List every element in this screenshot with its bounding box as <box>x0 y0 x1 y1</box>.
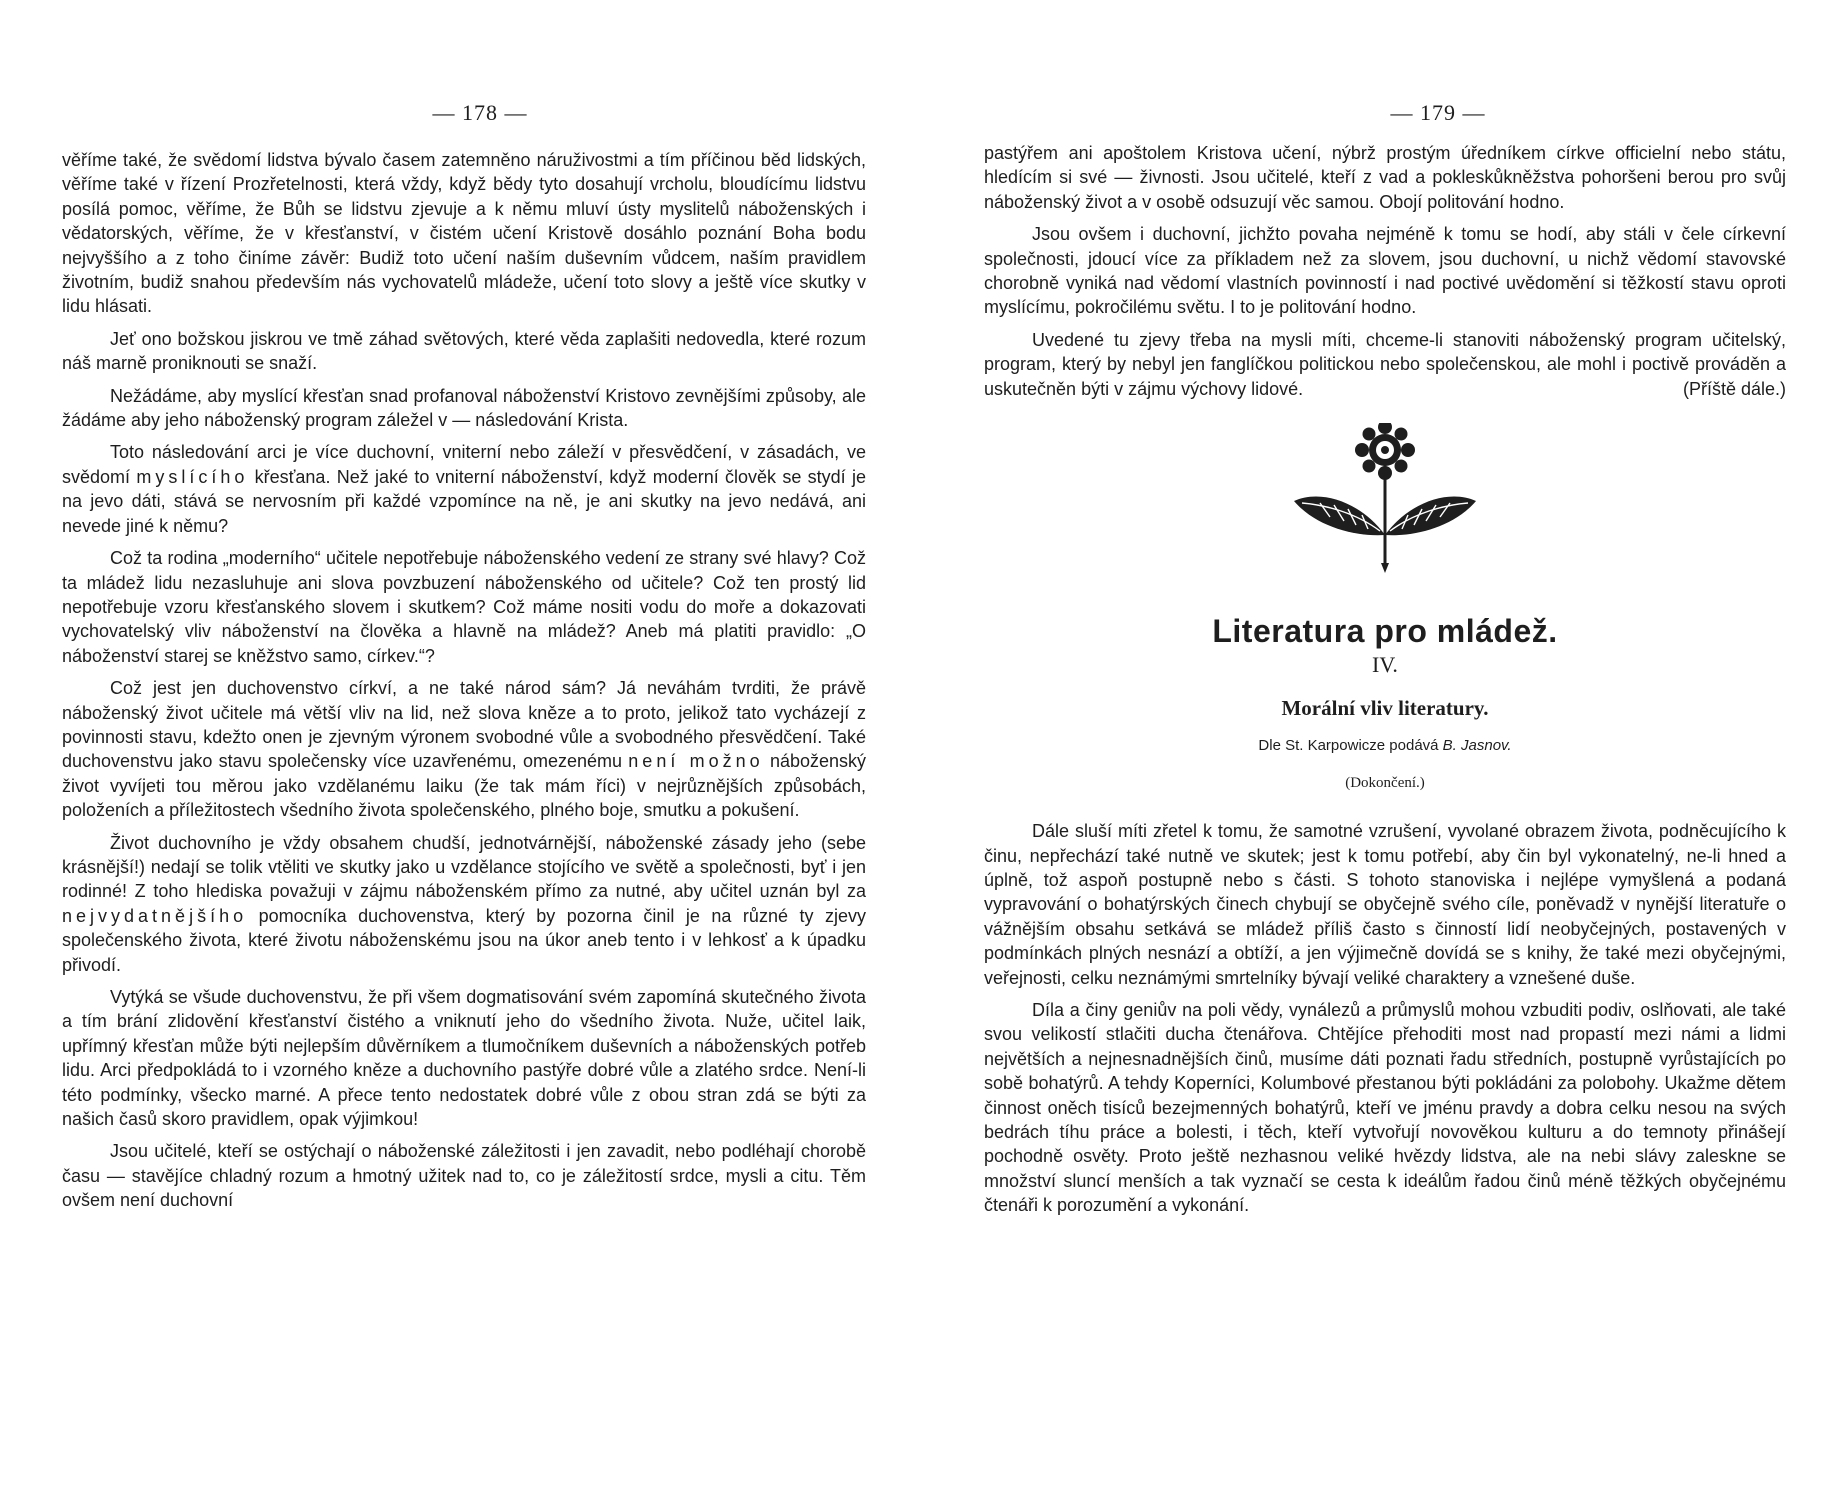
section-title: Literatura pro mládež. <box>1212 613 1558 650</box>
text-run: Uvedené tu zjevy třeba na mysli míti, chceme-li stanoviti náboženský program učitelský, program, který by nebyl jen fanglíčkou politickou nebo společenskou, ale mohl i poctivě prováděn a uskutečněn býti v zájmu výchovy lidové. <box>984 329 1786 399</box>
byline <box>984 734 1786 758</box>
text-run: náboženský život vyvíjeti tou měrou jako vzdělanému laiku (že tak mám říci) v nejrůznějších způsobách, položeních a příležitostech všedního života společenského, plného boje, smutku a pokušení. <box>62 751 867 821</box>
paragraph: Jsou učitelé, kteří se ostýchají o náboženské záležitosti i jen zavadit, nebo podléhají chorobě času — stavějíce chladný rozum a hmotný užitek nad to, co je záležitostí srdce, mysli a citu. Těm ovšem není duchovní <box>62 1141 866 1211</box>
translator-name: B. Jasnov. <box>1442 737 1512 755</box>
text-run: Což jest jen duchovenstvo církví, a ne také národ sám? Já neváhám tvrditi, že právě náboženský život učitele má větší vliv na lid, než slova kněze a to proto, jelikož tato vycházejí z povinnosti stavu, kdežto onen je zjevným výronem svobodné vůle a svobodného přesvědčení. Také duchovenstvu jako stavu společensky více uzavřenému, omezenému <box>62 678 866 772</box>
paragraph <box>62 831 866 977</box>
text-run: Toto následování arci je více duchovní, vniterní nebo záleží v přesvědčení, v zásadách, ve svědomí <box>62 442 866 487</box>
continued-note: (Příště dále.) <box>1682 378 1786 399</box>
article-subtitle: Morální vliv literatury. <box>1281 695 1489 720</box>
flower-ornament <box>1290 423 1480 573</box>
conclusion-note: (Dokončení.) <box>1345 774 1425 791</box>
right-page <box>922 0 1844 1500</box>
spaced-emphasis: nejvydatnějšího <box>62 905 248 926</box>
text-run: pomocníka duchovenstva, který by pozorna činil je na různé ty zjevy společenského života, které životu náboženskému jsou na úkor aneb tento i v lehkosť a k úpadku přivodí. <box>62 905 866 975</box>
paragraph: věříme také, že svědomí lidstva bývalo časem zatemněno náruživostmi a tím příčinou běd lidských, věříme také v řízení Prozřetelnosti, která vždy, když bědy tyto dosahují vrcholu, bloudícímu lidstvu posílá pomoc, věříme, že Bůh se lidstvu zjevuje a k němu mluví ústy myslitelů náboženských i vědatorských, věříme, že v křesťanství, v čistém učení Kristově dosáhlo poznání Boha bodu nejvyššího a z toho činíme závěr: Budiž toto učení naším duševním vůdcem, naším pravidlem životním, budiž snahou především nás vychovatelů mládeže, učení toto slovy a ještě více skutky v lidu hlásati. <box>62 150 866 317</box>
byline-text: Dle St. Karpowicze podává <box>1258 737 1443 755</box>
page-number: — 178 — <box>432 100 528 125</box>
paragraph: Což ta rodina „moderního“ učitele nepotřebuje náboženského vedení ze strany své hlavy? Což ta mládež lidu nezasluhuje ani slova povzbuzení náboženského od učitele? Což ten prostý lid nepotřebuje vzoru křesťanského slovem i skutkem? Což máme nositi vodu do moře a dokazovati vychovatelský vliv náboženství na člověka a hlavně na mládež? Aneb má platiti pravidlo: „O náboženství starej se kněžstvo samo, církev.“? <box>62 548 866 666</box>
paragraph <box>62 676 866 822</box>
right-text-column <box>984 141 1786 1226</box>
left-text-column <box>62 148 866 1221</box>
paragraph: Vytýká se všude duchovenstvu, že při všem dogmatisování svém zapomíná skutečného života a tím brání zlidovění křesťanství čistého a vniknutí jeho do všedního života. Nuže, učitel laik, upřímný křesťan může býti nejlepším důvěrníkem a tlumočníkem duševních a náboženských potřeb lidu. Arci předpokládá to i vzorného kněze a duchovního pastýře dobré vůle a zlatého srdce. Není-li této podmínky, všecko marné. A přece tento nedostatek dobré vůle z obou stran zdá se býti za našich časů skoro pravidlem, opak výjimkou! <box>62 987 866 1130</box>
paragraph: Nežádáme, aby myslící křesťan snad profanoval náboženství Kristovo zevnějšími způsoby, ale žádáme aby jeho náboženský program záležel v — následování Krista. <box>62 385 866 431</box>
section-number: IV. <box>1372 652 1398 678</box>
paragraph: pastýřem ani apoštolem Kristova učení, nýbrž prostým úředníkem církve officielní nebo státu, hledícím si své — živnosti. Jsou učitelé, kteří z vad a pokleskůkněžstva pohoršeni berou pro svůj náboženský život a v osobě odsuzují věc samou. Obojí politování hodno. <box>984 143 1786 212</box>
spaced-emphasis: není možno <box>628 751 764 772</box>
paragraph: Jsou ovšem i duchovní, jichžto povaha nejméně k tomu se hodí, aby stáli v čele církevní společnosti, jdoucí více za příkladem než za slovem, jsou duchovní, u nichž vědomí stavovské chorobně vyniká nad vědomí vlastních povinností i nad poctivé uvědomění si těžkostí stavu oproti myslícímu, pokročilému světu. I to je politování hodno. <box>984 224 1786 318</box>
paragraph: Díla a činy geniův na poli vědy, vynálezů a průmyslů mohou vzbuditi podiv, oslňovati, ale také svou velikostí stlačiti ducha čtenářova. Chtějíce přehoditi most nad propastí mezi námi a lidmi největších a nejnesnadnějších činů, musíme dáti poznati řadu středních, postupně vyrůstajících po sobě bohatýrů. A tehdy Koperníci, Kolumbové přestanou býti pokládáni za polobohy. Ukažme dětem činnost oněch tisíců bezejmenných bohatýrů, kteří ve jménu pravdy a dobra celku nesou na svých bedrách tíhu práce a bolesti, i těch, kteří vytvořují novověkou kulturu a do temnoty přinášejí pochodně osvěty. Proto ještě nezhasnou veliké hvězdy lidstva, ale na nebi slávy zaleskne se množství sluncí menších a tak vyznačí se cesta k ideálům řadou činů méně těžkých obyčejnému čtenáři k porozumění a vykonání. <box>984 999 1786 1216</box>
text-run: Život duchovního je vždy obsahem chudší, jednotvárnější, náboženské zásady jeho (sebe krásnější!) nedají se tolik vtěliti ve skutky jako u vzdělance stojícího ve světě a společnosti, byť i jen rodinné! Z toho hlediska považuji v zájmu náboženském přímo za nutné, aby učitel uznán byl za <box>62 832 866 902</box>
paragraph: Dále sluší míti zřetel k tomu, že samotné vzrušení, vyvolané obrazem života, podněcujícího k činu, nepřechází také nutně ve skutek; jest k tomu potřebí, aby čin byl vykonatelný, ne-li hned a úplně, tož aspoň postupně nebo s části. S tohoto stanoviska i nejlépe vymyšlená a podaná vypravování o bohatýrských činech chybují se obyčejně svého cíle, poněvadž v nynější literatuře o vážnějším obsahu setkává se mládež příliš často s činností lidí neobyčejných, postavených v podmínkách plných nesnází a obtíží, a jen výjimečně dovídá se s knihy, že také mezi obyčejnými, veřejnosti, celku neznámými smrtelníky bývají veliké charaktery a vznešené duše. <box>984 821 1786 988</box>
paragraph: Jeť ono božskou jiskrou ve tmě záhad světových, které věda zaplašiti nedovedla, které rozum náš marně proniknouti se snaží. <box>62 328 866 374</box>
paragraph <box>62 440 866 538</box>
page-number: — 179 — <box>1390 100 1486 125</box>
paragraph <box>984 328 1786 401</box>
spaced-emphasis: myslícího <box>136 466 249 487</box>
text-run: křesťana. Než jaké to vniterní náboženství, když moderní člověk se stydí je na jevo dáti, stává se nervosním při každé vzpomínce na ně, je ani skutky na jevo nedává, ani nevede jiné k němu? <box>62 466 866 536</box>
